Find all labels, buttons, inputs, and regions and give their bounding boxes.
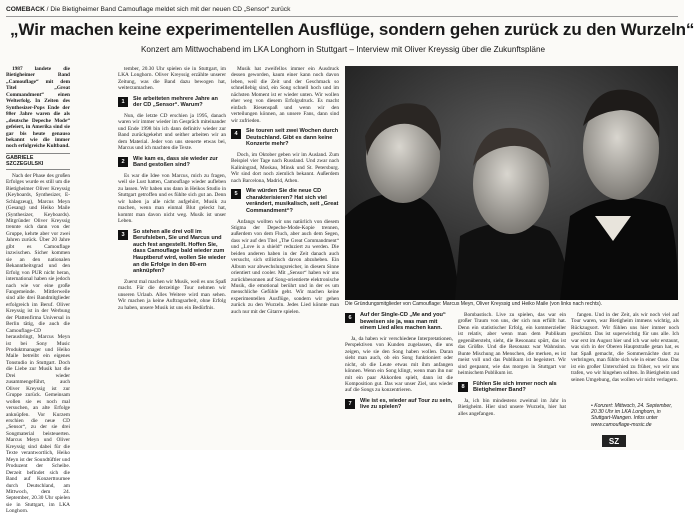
body-paragraph: Nach der Phase des großen Erfolges wurde es still um die Bietigheimer Oliver Kreyssig (Keyboards, Synthesizer, E-Schlagzeug), Marcus Meyn (Gesang) und Heiko Maile (Synthesizer, Keyboards). Mitgründer Oliver Kreyssig trennte sich dann von der Gruppe, kehrte aber vor zwei Jahren zurück. Über 20 Jahre gibt es Camouflage inzwischen. Sicher kommen sie an den nationalen Bekanntheitsgrad und den Erfolg von PUR nicht heran, international haben sie jedoch nach wie vor eine große Fangemeinde. Mittlerweile sind alle drei Bandmitglieder erfolgreich im Beruf. Oliver Kreyssig ist in der Werbung der Plattenfirma Universal in Berlin tätig, die auch die Camouflage-CD herausbringt, Marcus Meyn ist bei Sony Music Produktmanager und Heiko Maile betreibt ein eigenes Tonstudio in Stuttgart. Doch die Liebe zur Musik hat die Drei wieder zusammengeführt, auch Oliver Kreyssig ist zur Gruppe zurück. Gemeinsam wollen sie es noch mal versuchen, an alte Erfolge anknüpfen. Vor Kurzem erschien die neue CD „Sensor“, zu der sie drei Songmaterial beisteuerten. Marcus Meyn und Oliver Kreyssig sind dabei für die Texte verantwortlich, Heiko Meyn ist der Soundtüftler und Produzent der Scheibe. Derzeit befindet sich die Band auf Konzerttournee durch Deutschland, am Mittwoch, dem 24. September, 20.30 Uhr spielen sie in Stuttgart, im LKA Longhorn. [6, 172, 70, 515]
question-1 [118, 96, 226, 109]
answer-paragraph: Es war die Idee von Marcus, mich zu fragen, weil sie Lust hatten, Camouflage wieder aufleben zu lassen. Wir haben uns dann in Heikos Studio in Stuttgart getroffen und es fühlte sich gut an. Denn wir haben ja alle nicht aufgehört, Musik zu machen, wenn man einmal Blut geleckt hat, kommt man davon nicht weg. Musik ist unser Leben. [118, 172, 226, 225]
article-column-5 [458, 312, 566, 450]
article-column-3 [231, 66, 339, 450]
band-photo [345, 66, 678, 300]
band-photo-illustration [345, 66, 678, 300]
answer-paragraph: Ja, da haben wir verschiedene Interpretationen, Perspektiven von Kunden zugelassen, die uns zeigen, wie sie den Song haben wollen. Daran sieht man auch, ob ein Song funktioniert oder nicht, ob die Leute etwas mit ihm anfangen können. Wenn ein Song klingt, wenn man ihn nur mit ein paar Akkorden spielt, dann ist die Komposition gut. Das war unser Ziel, uns wieder auf die Songs zu konzentrieren. [345, 335, 453, 394]
question-number: 5 [231, 189, 241, 199]
answer-paragraph: Bombastisch. Live zu spielen, das war ein großer Traum von uns, der sich nun erfüllt hat. Denn ein statistischer Erfolg, ein kommerzieller ist relativ, aber wenn man dem Publikum gegenübersteht, sieht, die Resonanz spürt, das ist das Größte. Und die Resonanz war Wahnsinn. Bunte Mischung an Menschen, die merken, es ist meist voll und das Publikum ist begeistert. Wir sind gespannt, wie das morgen in Stuttgart vor heimischem Publikum ist. [458, 312, 566, 377]
question-text: So stehen alle drei voll im Berufsleben, Sie und Marcus und auch fest angestellt. Hoffen Sie, dass Camouflage bald wieder zum Hauptberuf wird, wollen Sie wieder an die Erfolge in den 80-ern anknüpfen? [133, 228, 226, 275]
question-number: 4 [231, 129, 241, 139]
question-number: 1 [118, 97, 128, 107]
answer-paragraph: Zuerst mal machen wir Musik, weil es uns Spaß macht. Für die derzeitige Tour nehmen wir unseren Urlaub. Alles Weitere wird man sehen. Wir machen ja keine Auftragsarbeit, ohne Erfolg zu haben, unsere Musik ist uns ein Bedürfnis. [118, 278, 226, 311]
byline: GABRIELE SZCZEGULSKI [6, 153, 70, 170]
question-5 [231, 188, 339, 214]
intro-paragraph: 1987 landete die Bietigheimer Band „Camouflage“ mit dem Titel „Great Commandment“ einen Welterfolg. In Zeiten des Synthesizer-Pops Ende der 80er Jahre waren die als „deutsche Depeche Mode“ gefeiert, in Amerika sind sie gar bis heute genauso bekannt wie die immer noch erfolgreiche Kultband. [6, 66, 70, 150]
photo-caption: Die Gründungsmitglieder von Camouflage: Marcus Meyn, Oliver Kreyssig und Heiko Maile (von links nach rechts). [345, 301, 603, 307]
article-column-4 [345, 312, 453, 450]
body-paragraph: tember, 20.30 Uhr spielen sie in Stuttgart, im LKA Longhorn. Oliver Kreyssig erzählte unserer Zeitung, was die Band dazu bewogen hat, weiterzumachen. [118, 66, 226, 92]
concert-info: • Konzert: Mittwoch, 24. September, 20.30 Uhr im LKA Longhorn, in Stuttgart-Wangen. Infos unter www.camouflage-music.de [591, 403, 673, 428]
question-text: Fühlen Sie sich immer noch als Bietigheimer Band? [473, 380, 557, 394]
article-column-2 [118, 66, 226, 450]
question-text: Sie touren seit zwei Wochen durch Deutschland. Gibt es dann keine Konzerte mehr? [246, 128, 339, 148]
answer-paragraph: Anfangs wollten wir uns natürlich von diesem Stigma der Depeche-Mode-Kopie trennen, außerdem von dem Fluch, aber auch dem Segen, dass wir auf den Titel „The Great Commandment“ und „Love is a shield“ reduziert zu werden. Die beiden anderen haben in der Zeit danach auch versucht, sich stilistisch davon abzuheben. Ein Album war abwechslungsreicher, in diesem Sinne orientiert und cooler. Mit „Sensor“ haben wir uns zurückbesonnen auf Song-orientierte elektronische Musik, die emotional berührt und in der es um menschliche Gefühle geht. Wir machen keine experimentellen Ausflüge, sondern wir gehen zurück zu den Wurzeln. Jedes Lied könnte man auch nur mit der Gitarre spielen. [231, 218, 339, 315]
kicker-text: / Die Bietigheimer Band Camouflage meldet sich mit der neuen CD „Sensor“ zurück [44, 6, 291, 13]
kicker-rubric: COMEBACK [6, 6, 45, 13]
subhead: Konzert am Mittwochabend im LKA Longhorn in Stuttgart – Interview mit Oliver Kreyssig über die Zukunftspläne [140, 45, 546, 54]
question-4 [231, 128, 339, 148]
question-text: Wie ist es, wieder auf Tour zu sein, live zu spielen? [360, 397, 453, 411]
question-7 [345, 398, 453, 411]
question-number: 6 [345, 313, 355, 323]
newspaper-logo [602, 434, 626, 446]
answer-paragraph: Ja, ich bin mindestens zweimal im Jahr in Bietigheim. Hier sind unsere Wurzeln, hier hat alles angefangen. [458, 397, 566, 417]
question-6 [345, 312, 453, 332]
question-number: 2 [118, 157, 128, 167]
headline: „Wir machen keine experimentellen Ausflüge, sondern gehen zurück zu den Wurzeln“ [10, 20, 694, 39]
logo-icon [602, 435, 626, 447]
answer-paragraph: Doch, im Oktober geben wir im Ausland. Zum Beispiel vier Tage nach Russland. Und zwar nach Kaliningrad, Moskau, Minsk und St. Petersburg. Wir sind dort noch ziemlich bekannt. Außerdem nach Barcelona, Madrid, Athen. [231, 151, 339, 184]
question-text: Auf der Single-CD „Me and you“ beweisen sie ja, was man mit einem Lied alles machen kann. [360, 312, 446, 332]
article-column-1 [6, 66, 70, 515]
question-text: Sie arbeiteten mehrere Jahre an der CD „Sensor“. Warum? [133, 95, 218, 109]
question-text: Wie kam es, dass sie wieder zur Band gestoßen sind? [133, 155, 218, 169]
question-text: Wie würden Sie die neue CD charakterisieren? Hat sich viel verändert, musikalisch, seit „Great Commandment“? [246, 188, 339, 214]
kicker-divider [6, 16, 678, 17]
question-number: 7 [345, 399, 355, 409]
question-number: 8 [458, 382, 468, 392]
question-2 [118, 156, 226, 169]
body-paragraph: fangen. Und in der Zeit, als wir noch viel auf Tour waren, war Bietigheim immens wichtig, als Rückzugsort. Wir fühlen uns hier immer noch geschützt. Das ist superwichtig für uns alle. Ich war erst im August hier und ich war sehr erstaunt, was sich in der Oberen Hauptstraße getan hat, es hat Spaß gemacht, die Sommernächte dort zu verbringen, man fühlte sich wie in einer Oase. Das ist ein großer Unterschied zu früher, wo wir uns trafen, wo wir hingehen sollten. In Bietigheim und seinen Umgebung, das wollen wir nicht verlagern. [571, 312, 679, 383]
question-3 [118, 229, 226, 275]
kicker-line [6, 4, 678, 16]
article-column-6 [571, 312, 679, 402]
svg-text:SZ: SZ [608, 437, 620, 446]
answer-paragraph: Nun, die letzte CD erschien ja 1995, danach waren wir immer wieder im Gespräch miteinander und Ende 1998 bin ich dann definitiv wieder zur Band zurückgekehrt und seither arbeiten wir an dem Material. Jeder von uns steuerte etwas bei, Marcus und ich machten die Texte. [118, 113, 226, 152]
question-number: 3 [118, 230, 128, 240]
question-8 [458, 381, 566, 394]
body-paragraph: Musik hat zweifellos immer ein Ausdruck dessen geworden, kaum einer kann noch davon leben, weil die Zeit und der Geschmack so schnelllebig sind, ein Song schnell hoch und im nächsten Moment ist er wieder unten. Wir wollen eher weg von diesem Erfolgsdruck. Es macht einfach Riesenspaß und wenn wir den verteilungen können, an unsere Fans, dann sind wir zufrieden. [231, 66, 339, 124]
